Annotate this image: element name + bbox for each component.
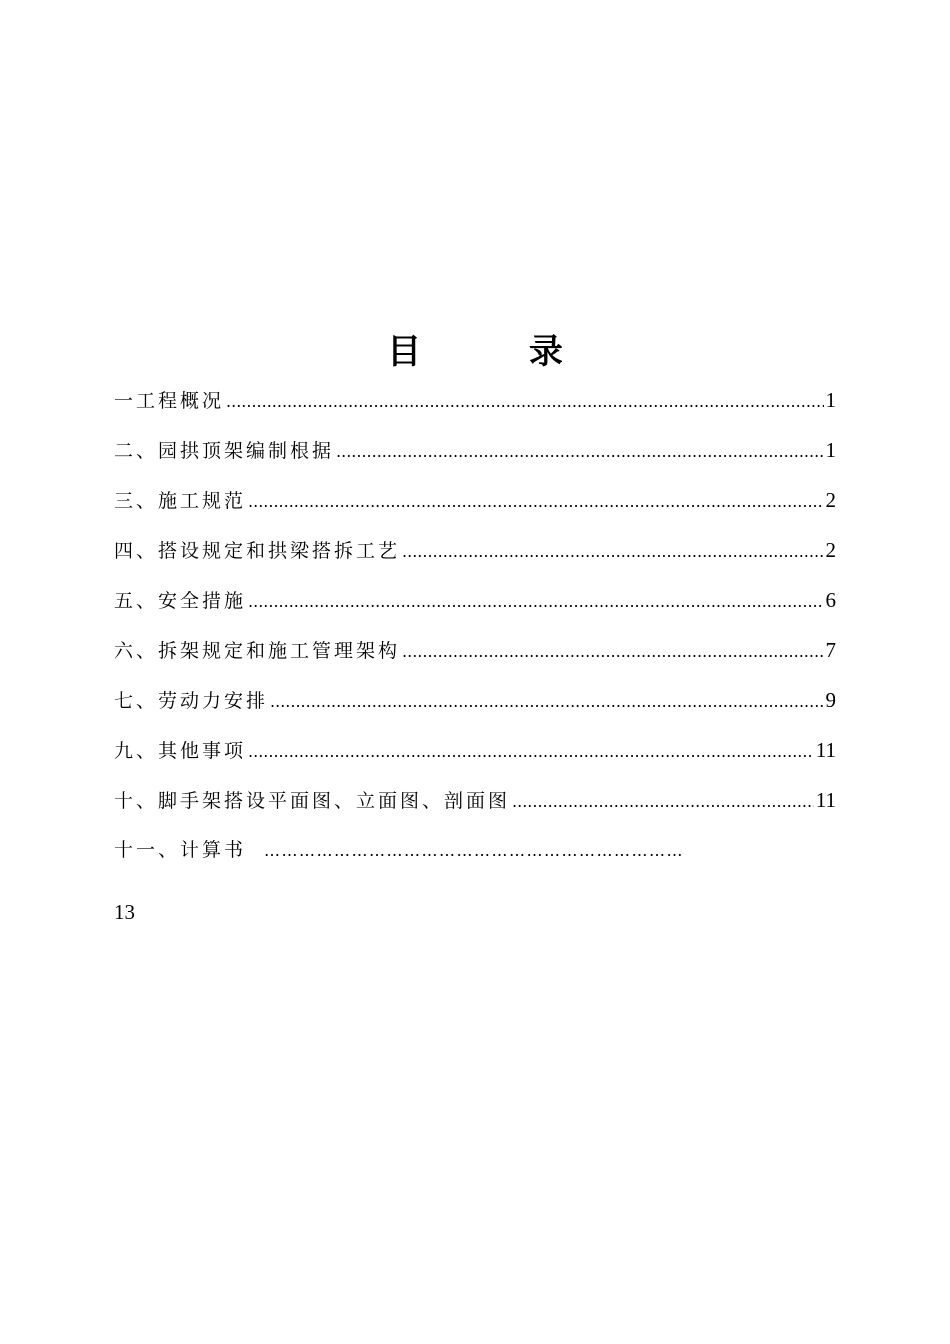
toc-entry-label: 三、施工规范 — [114, 490, 247, 512]
toc-entry-page: 1 — [825, 438, 836, 462]
toc-entry-label: 六、拆架规定和施工管理架构 — [114, 640, 401, 662]
toc-entry-page: 1 — [825, 388, 836, 412]
toc-entry-label: 十一、计算书 — [114, 839, 247, 861]
toc-entry-label: 七、劳动力安排 — [114, 690, 269, 712]
toc-leader-dots — [270, 684, 823, 720]
toc-entry[interactable] — [114, 782, 836, 832]
toc-entry-label: 九、其他事项 — [114, 740, 247, 762]
toc-entry-page: 13 — [114, 900, 135, 924]
toc-entry[interactable] — [114, 532, 836, 582]
toc-leader-dots — [512, 784, 814, 820]
toc-entry[interactable] — [114, 632, 836, 682]
toc-entry-label: 十、脚手架搭设平面图、立面图、剖面图 — [114, 790, 511, 812]
toc-entry-last[interactable] — [114, 832, 836, 869]
toc-entry-label: 一工程概况 — [114, 390, 225, 412]
toc-entry[interactable] — [114, 482, 836, 532]
toc-entry-page: 9 — [825, 688, 836, 712]
toc-leader-dots — [226, 384, 823, 420]
toc-entry-page: 11 — [815, 788, 836, 812]
toc-entry[interactable] — [114, 582, 836, 632]
toc-leader-dots — [402, 534, 823, 570]
toc-leader-dots — [402, 634, 823, 670]
toc-leader-dots — [248, 734, 814, 770]
toc-entry[interactable] — [114, 682, 836, 732]
toc-entry-label: 四、搭设规定和拱梁搭拆工艺 — [114, 540, 401, 562]
toc-entry-label: 二、园拱顶架编制根据 — [114, 440, 335, 462]
toc-leader-dots — [248, 584, 823, 620]
toc-entry-page: 7 — [825, 638, 836, 662]
toc-entry-label: 五、安全措施 — [114, 590, 247, 612]
toc-entry[interactable] — [114, 432, 836, 482]
toc-list — [114, 382, 836, 832]
toc-entry-page: 11 — [815, 738, 836, 762]
toc-entry-page: 6 — [825, 588, 836, 612]
toc-entry[interactable] — [114, 732, 836, 782]
toc-entry-page: 2 — [825, 488, 836, 512]
toc-leader-dots — [336, 434, 823, 470]
toc-entry-page: 2 — [825, 538, 836, 562]
toc-entry[interactable] — [114, 382, 836, 432]
toc-title: 目 录 — [387, 332, 611, 372]
toc-leader-ellipsis: ……………………………………………………………… — [264, 841, 685, 860]
toc-leader-dots — [248, 484, 823, 520]
